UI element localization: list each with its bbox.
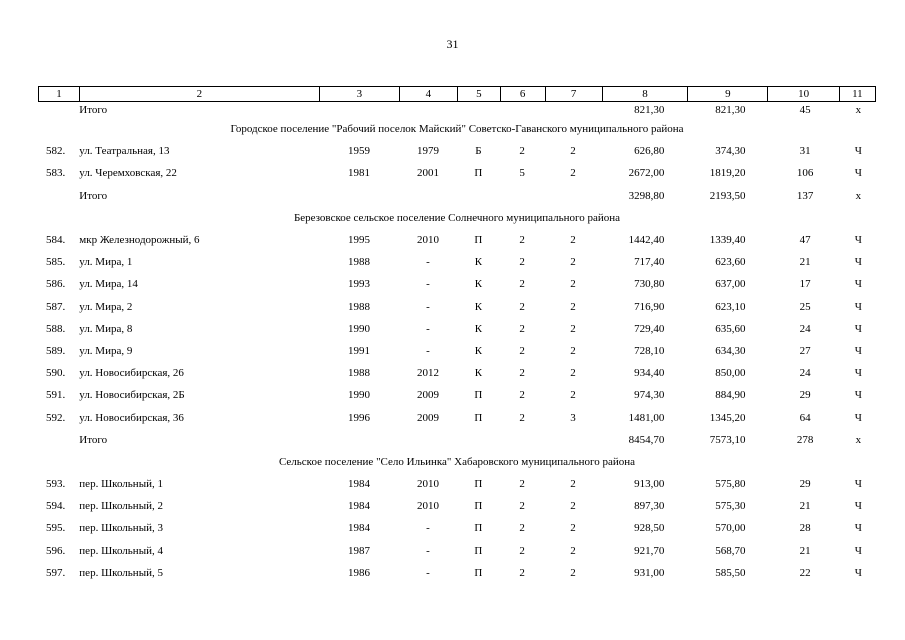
cell-col-6: 2 — [519, 300, 525, 313]
total-row — [38, 102, 876, 118]
cell-col-6: 2 — [519, 500, 525, 513]
total-row — [38, 429, 876, 451]
cell-col-11: Ч — [854, 367, 862, 380]
cell-col-2: Итого — [79, 433, 108, 446]
header-col-10: 10 — [768, 87, 839, 101]
cell-col-9: 850,00 — [715, 367, 746, 380]
cell-col-7: 2 — [570, 500, 576, 513]
table-row — [38, 384, 876, 406]
cell-col-5: К — [474, 367, 483, 380]
cell-col-5: П — [474, 500, 483, 513]
cell-col-11: Ч — [854, 300, 862, 313]
cell-col-7: 2 — [570, 234, 576, 247]
cell-col-5: П — [474, 389, 483, 402]
cell-col-9: 821,30 — [715, 104, 746, 116]
cell-col-6: 2 — [519, 478, 525, 491]
cell-col-7: 2 — [570, 167, 576, 180]
cell-col-11: х — [855, 433, 862, 446]
cell-col-1: 594. — [46, 500, 66, 513]
cell-col-9: 634,30 — [715, 344, 746, 357]
cell-col-2: Итого — [79, 104, 108, 116]
cell-col-7: 2 — [570, 389, 576, 402]
cell-col-10: 24 — [799, 367, 811, 380]
cell-col-7: 2 — [570, 544, 576, 557]
table-header — [38, 86, 876, 102]
cell-col-1: 592. — [46, 411, 66, 424]
cell-col-5: Б — [475, 145, 482, 158]
cell-col-1: 584. — [46, 234, 66, 247]
cell-col-8: 913,00 — [634, 478, 665, 491]
cell-col-8: 921,70 — [634, 544, 665, 557]
cell-col-2: ул. Новосибирская, 36 — [79, 411, 184, 424]
cell-col-5: П — [474, 544, 483, 557]
table-row — [38, 495, 876, 517]
cell-col-6: 2 — [519, 367, 525, 380]
cell-col-7: 2 — [570, 300, 576, 313]
cell-col-3: 1995 — [347, 234, 370, 247]
cell-col-8: 897,30 — [634, 500, 665, 513]
cell-col-6: 2 — [519, 234, 525, 247]
table-row — [38, 229, 876, 251]
table-body — [38, 102, 876, 584]
total-row — [38, 185, 876, 207]
cell-col-8: 626,80 — [634, 145, 665, 158]
cell-col-6: 2 — [519, 522, 525, 535]
table-row — [38, 318, 876, 340]
cell-col-4: 2010 — [416, 478, 439, 491]
cell-col-7: 2 — [570, 522, 576, 535]
cell-col-1: 586. — [46, 278, 66, 291]
cell-col-11: Ч — [854, 145, 862, 158]
table-row — [38, 562, 876, 584]
cell-col-8: 934,40 — [634, 367, 665, 380]
cell-col-7: 2 — [570, 344, 576, 357]
cell-col-8: 729,40 — [634, 322, 665, 335]
cell-col-7: 2 — [570, 145, 576, 158]
cell-col-11: Ч — [854, 322, 862, 335]
cell-col-3: 1988 — [347, 256, 370, 269]
cell-col-2: пер. Школьный, 1 — [79, 478, 163, 491]
cell-col-5: П — [474, 522, 483, 535]
cell-col-8: 821,30 — [634, 104, 665, 116]
cell-col-8: 717,40 — [634, 256, 665, 269]
cell-col-11: Ч — [854, 167, 862, 180]
table-row — [38, 406, 876, 428]
table-row — [38, 162, 876, 184]
cell-col-4: - — [426, 256, 430, 269]
cell-col-11: Ч — [854, 344, 862, 357]
cell-col-9: 570,00 — [715, 522, 746, 535]
cell-col-11: Ч — [854, 544, 862, 557]
cell-col-11: х — [855, 189, 862, 202]
header-col-7: 7 — [546, 87, 603, 101]
cell-col-3: 1988 — [347, 367, 370, 380]
cell-col-4: 2010 — [416, 234, 439, 247]
header-col-5: 5 — [458, 87, 501, 101]
cell-col-5: П — [474, 411, 483, 424]
cell-col-7: 3 — [570, 411, 576, 424]
cell-col-3: 1986 — [347, 566, 370, 579]
cell-col-10: 45 — [799, 104, 811, 116]
cell-col-10: 25 — [799, 300, 811, 313]
cell-col-6: 5 — [519, 167, 525, 180]
cell-col-10: 24 — [799, 322, 811, 335]
cell-col-9: 1345,20 — [709, 411, 746, 424]
cell-col-10: 278 — [796, 433, 814, 446]
table-row — [38, 251, 876, 273]
cell-col-8: 716,90 — [634, 300, 665, 313]
cell-col-6: 2 — [519, 256, 525, 269]
cell-col-9: 635,60 — [715, 322, 746, 335]
cell-col-10: 21 — [799, 500, 811, 513]
cell-col-1: 596. — [46, 544, 66, 557]
cell-col-7: 2 — [570, 278, 576, 291]
cell-col-10: 106 — [796, 167, 814, 180]
cell-col-6: 2 — [519, 278, 525, 291]
cell-col-3: 1981 — [347, 167, 370, 180]
page-number: 31 — [446, 37, 459, 51]
cell-col-2: ул. Мира, 9 — [79, 344, 133, 357]
cell-col-4: 1979 — [416, 145, 439, 158]
cell-col-10: 21 — [799, 256, 811, 269]
cell-col-5: К — [474, 322, 483, 335]
cell-col-1: 593. — [46, 478, 66, 491]
header-col-2: 2 — [80, 87, 320, 101]
header-col-8: 8 — [603, 87, 689, 101]
cell-col-7: 2 — [570, 367, 576, 380]
cell-col-8: 2672,00 — [628, 167, 665, 180]
table-row — [38, 273, 876, 295]
cell-col-8: 931,00 — [634, 566, 665, 579]
cell-col-9: 1819,20 — [709, 167, 746, 180]
table-row — [38, 540, 876, 562]
section-heading: Березовское сельское поселение Солнечного муниципального района — [293, 211, 621, 224]
table-row — [38, 473, 876, 495]
cell-col-4: 2009 — [416, 389, 439, 402]
cell-col-2: ул. Мира, 14 — [79, 278, 138, 291]
cell-col-2: ул. Мира, 1 — [79, 256, 133, 269]
cell-col-9: 568,70 — [715, 544, 746, 557]
cell-col-4: 2012 — [416, 367, 439, 380]
cell-col-10: 21 — [799, 544, 811, 557]
cell-col-9: 575,30 — [715, 500, 746, 513]
cell-col-1: 597. — [46, 566, 66, 579]
table-row — [38, 517, 876, 539]
cell-col-1: 587. — [46, 300, 66, 313]
cell-col-2: ул. Новосибирская, 2Б — [79, 389, 185, 402]
table-row — [38, 296, 876, 318]
cell-col-2: ул. Мира, 2 — [79, 300, 133, 313]
cell-col-11: Ч — [854, 411, 862, 424]
cell-col-1: 589. — [46, 344, 66, 357]
cell-col-4: - — [426, 544, 430, 557]
cell-col-3: 1990 — [347, 322, 370, 335]
cell-col-9: 7573,10 — [709, 433, 746, 446]
cell-col-7: 2 — [570, 566, 576, 579]
cell-col-8: 730,80 — [634, 278, 665, 291]
cell-col-8: 728,10 — [634, 344, 665, 357]
section-heading: Сельское поселение "Село Ильинка" Хабаровского муниципального района — [278, 455, 636, 468]
cell-col-6: 2 — [519, 411, 525, 424]
header-col-6: 6 — [501, 87, 546, 101]
header-col-4: 4 — [400, 87, 458, 101]
cell-col-4: - — [426, 344, 430, 357]
cell-col-2: ул. Театральная, 13 — [79, 145, 170, 158]
cell-col-4: 2009 — [416, 411, 439, 424]
cell-col-10: 28 — [799, 522, 811, 535]
cell-col-5: К — [474, 256, 483, 269]
cell-col-4: - — [426, 300, 430, 313]
cell-col-9: 374,30 — [715, 145, 746, 158]
cell-col-9: 585,50 — [715, 566, 746, 579]
table-row — [38, 362, 876, 384]
cell-col-4: - — [426, 566, 430, 579]
cell-col-10: 64 — [799, 411, 811, 424]
cell-col-8: 8454,70 — [628, 433, 665, 446]
cell-col-4: 2001 — [416, 167, 439, 180]
cell-col-2: пер. Школьный, 2 — [79, 500, 163, 513]
cell-col-7: 2 — [570, 256, 576, 269]
cell-col-9: 1339,40 — [709, 234, 746, 247]
cell-col-11: Ч — [854, 389, 862, 402]
cell-col-4: - — [426, 322, 430, 335]
cell-col-5: П — [474, 167, 483, 180]
cell-col-11: Ч — [854, 500, 862, 513]
cell-col-1: 588. — [46, 322, 66, 335]
cell-col-3: 1984 — [347, 522, 370, 535]
cell-col-7: 2 — [570, 478, 576, 491]
cell-col-2: пер. Школьный, 5 — [79, 566, 163, 579]
cell-col-2: ул. Черемховская, 22 — [79, 167, 177, 180]
cell-col-3: 1988 — [347, 300, 370, 313]
housing-table — [38, 86, 876, 584]
cell-col-11: х — [855, 104, 862, 116]
cell-col-2: мкр Железнодорожный, 6 — [79, 234, 200, 247]
cell-col-7: 2 — [570, 322, 576, 335]
cell-col-10: 27 — [799, 344, 811, 357]
cell-col-3: 1990 — [347, 389, 370, 402]
cell-col-8: 3298,80 — [628, 189, 665, 202]
cell-col-11: Ч — [854, 278, 862, 291]
cell-col-4: - — [426, 522, 430, 535]
cell-col-5: К — [474, 278, 483, 291]
cell-col-6: 2 — [519, 322, 525, 335]
cell-col-2: Итого — [79, 189, 108, 202]
cell-col-11: Ч — [854, 522, 862, 535]
cell-col-9: 2193,50 — [709, 189, 746, 202]
cell-col-3: 1996 — [347, 411, 370, 424]
cell-col-6: 2 — [519, 389, 525, 402]
cell-col-6: 2 — [519, 544, 525, 557]
cell-col-3: 1991 — [347, 344, 370, 357]
cell-col-9: 623,60 — [715, 256, 746, 269]
cell-col-2: ул. Мира, 8 — [79, 322, 133, 335]
cell-col-3: 1984 — [347, 500, 370, 513]
cell-col-3: 1959 — [347, 145, 370, 158]
cell-col-11: Ч — [854, 234, 862, 247]
cell-col-9: 575,80 — [715, 478, 746, 491]
cell-col-6: 2 — [519, 145, 525, 158]
cell-col-1: 591. — [46, 389, 66, 402]
cell-col-2: пер. Школьный, 3 — [79, 522, 163, 535]
header-col-3: 3 — [320, 87, 400, 101]
cell-col-10: 22 — [799, 566, 811, 579]
cell-col-5: П — [474, 566, 483, 579]
cell-col-4: 2010 — [416, 500, 439, 513]
cell-col-5: П — [474, 478, 483, 491]
table-row — [38, 340, 876, 362]
cell-col-3: 1993 — [347, 278, 370, 291]
cell-col-6: 2 — [519, 344, 525, 357]
cell-col-1: 582. — [46, 145, 66, 158]
cell-col-11: Ч — [854, 256, 862, 269]
header-col-1: 1 — [39, 87, 80, 101]
cell-col-9: 637,00 — [715, 278, 746, 291]
cell-col-8: 1442,40 — [628, 234, 665, 247]
table-row — [38, 140, 876, 162]
cell-col-5: К — [474, 300, 483, 313]
cell-col-11: Ч — [854, 566, 862, 579]
cell-col-3: 1984 — [347, 478, 370, 491]
cell-col-1: 595. — [46, 522, 66, 535]
cell-col-1: 585. — [46, 256, 66, 269]
header-col-11: 11 — [852, 88, 863, 100]
cell-col-1: 583. — [46, 167, 66, 180]
cell-col-5: П — [474, 234, 483, 247]
header-col-9: 9 — [688, 87, 768, 101]
cell-col-10: 137 — [796, 189, 814, 202]
cell-col-10: 31 — [799, 145, 811, 158]
cell-col-6: 2 — [519, 566, 525, 579]
section-heading: Городское поселение "Рабочий поселок Майский" Советско-Гаванского муниципального района — [230, 123, 684, 135]
cell-col-11: Ч — [854, 478, 862, 491]
cell-col-2: ул. Новосибирская, 26 — [79, 367, 184, 380]
cell-col-8: 1481,00 — [628, 411, 665, 424]
cell-col-9: 884,90 — [715, 389, 746, 402]
cell-col-10: 17 — [799, 278, 811, 291]
cell-col-8: 928,50 — [634, 522, 665, 535]
cell-col-10: 47 — [799, 234, 811, 247]
cell-col-9: 623,10 — [715, 300, 746, 313]
cell-col-5: К — [474, 344, 483, 357]
cell-col-1: 590. — [46, 367, 66, 380]
cell-col-10: 29 — [799, 389, 811, 402]
cell-col-2: пер. Школьный, 4 — [79, 544, 163, 557]
cell-col-10: 29 — [799, 478, 811, 491]
cell-col-8: 974,30 — [634, 389, 665, 402]
cell-col-4: - — [426, 278, 430, 291]
cell-col-3: 1987 — [347, 544, 370, 557]
